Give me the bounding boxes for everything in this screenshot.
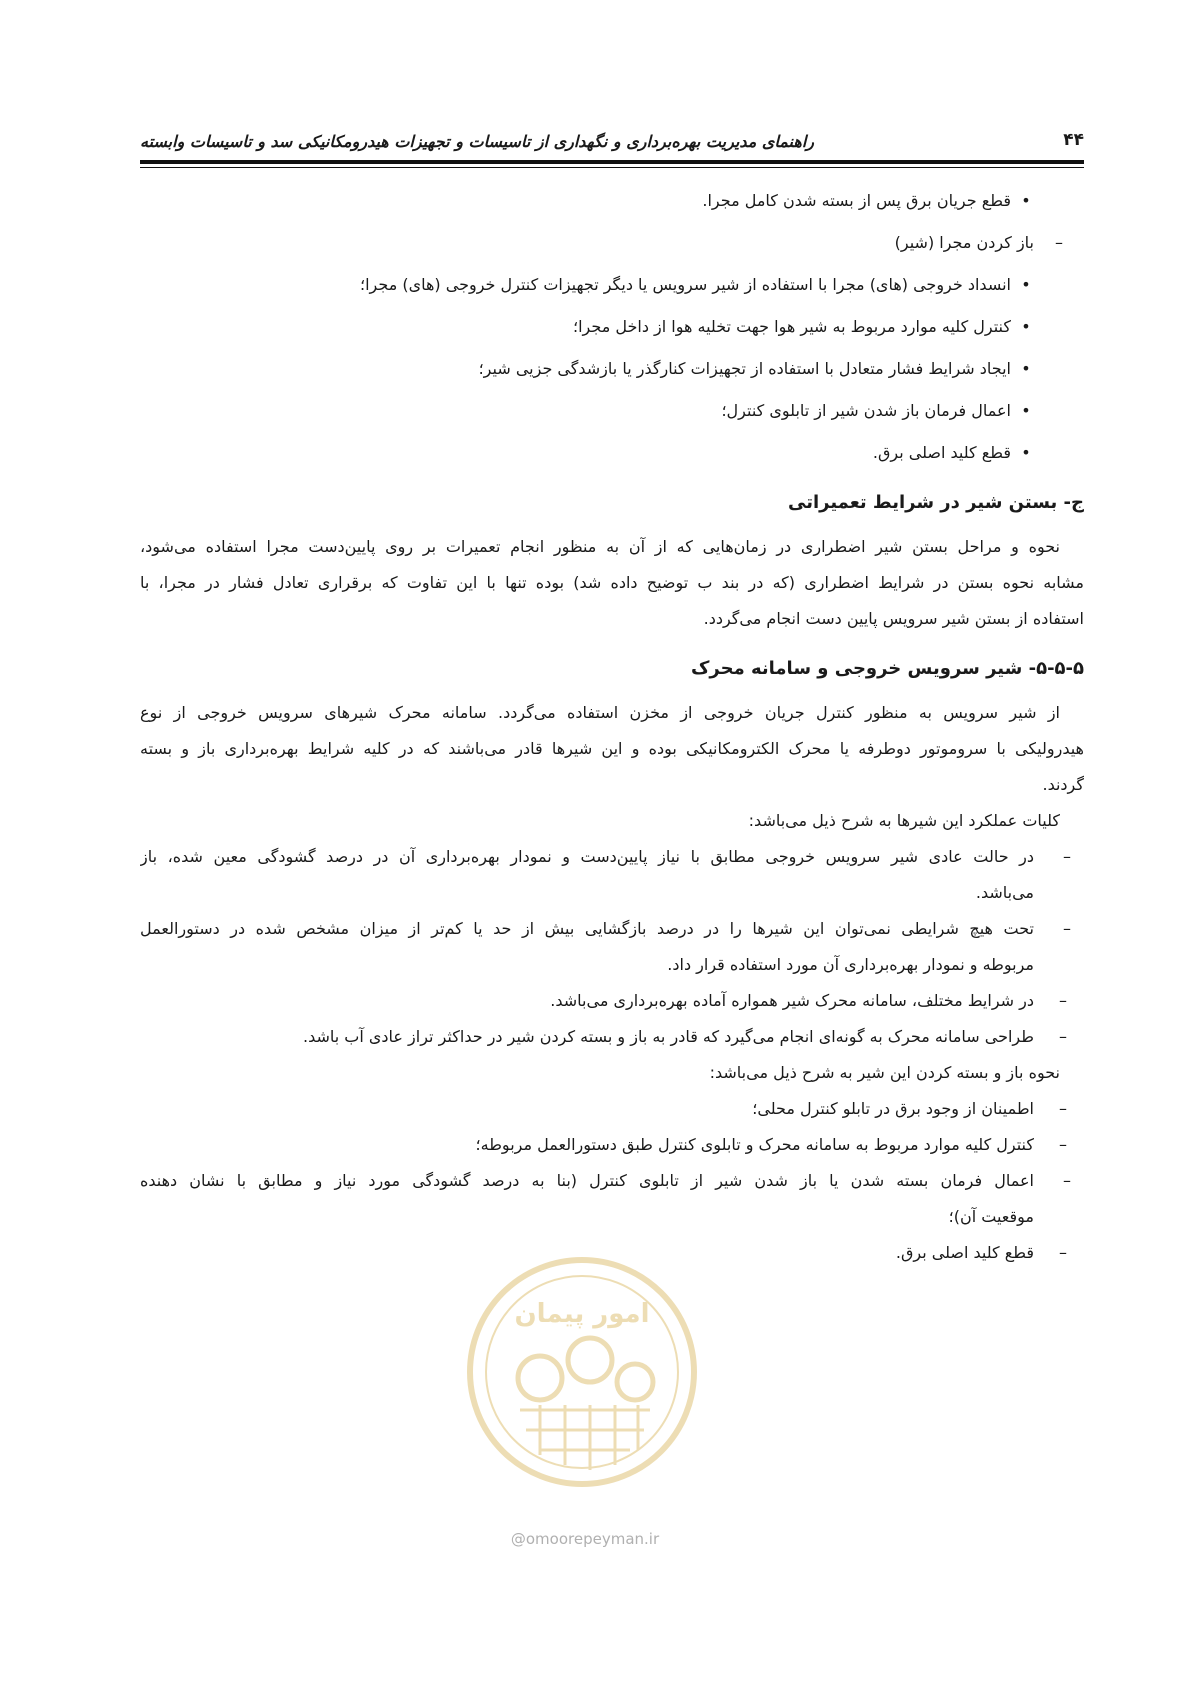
list-intro: نحوه باز و بسته کردن این شیر به شرح ذیل می‌باشد: — [709, 1063, 1060, 1082]
paragraph-line: نحوه و مراحل بستن شیر اضطراری در زمان‌هایی که از آن به منظور انجام تعمیرات بر روی پایین‌دست مجرا استفاده می‌شود، — [140, 537, 1060, 556]
paragraph-line: از شیر سرویس به منظور کنترل جریان خروجی از مخزن استفاده می‌گردد. سامانه محرک شیرهای سرویس خروجی از نوع — [140, 703, 1060, 722]
dash-list-item: – اعمال فرمان بسته شدن یا باز شدن شیر از تابلوی کنترل (بنا به درصد گشودگی مورد نیاز و مطابق با نشان دهنده — [140, 1163, 1084, 1199]
bullet-marker: • — [1021, 275, 1031, 294]
dash-list-item: – باز کردن مجرا (شیر) — [140, 225, 1084, 261]
dash-marker: – — [1059, 1243, 1067, 1262]
header-rule-thin — [140, 167, 1084, 168]
running-title: راهنمای مدیریت بهره‌برداری و نگهداری از تاسیسات و تجهیزات هیدرومکانیکی سد و تاسیسات وابسته — [140, 132, 814, 151]
dash-list-item: – طراحی سامانه محرک به گونه‌ای انجام می‌گیرد که قادر به باز و بسته کردن شیر در حداکثر تراز عادی آب باشد. — [140, 1019, 1084, 1055]
page-header — [140, 124, 1084, 158]
bullet-marker: • — [1021, 401, 1031, 420]
paragraph-line: استفاده از بستن شیر سرویس پایین دست انجام می‌گردد. — [703, 609, 1084, 628]
dash-list-item-continuation: موقعیت آن)؛ — [948, 1207, 1034, 1226]
bullet-marker: • — [1021, 317, 1031, 336]
dash-marker: – — [1059, 1027, 1067, 1046]
dash-marker: – — [1063, 1171, 1071, 1190]
bullet-marker: • — [1021, 191, 1031, 210]
page-number: ۴۴ — [1063, 130, 1084, 150]
dash-marker: – — [1063, 919, 1071, 938]
dash-marker: – — [1059, 991, 1067, 1010]
watermark-logo-icon — [460, 1250, 705, 1495]
dash-marker: – — [1055, 233, 1063, 252]
dash-list-item: – در شرایط مختلف، سامانه محرک شیر همواره آماده بهره‌برداری می‌باشد. — [140, 983, 1084, 1019]
dash-list-item: – در حالت عادی شیر سرویس خروجی مطابق با نیاز پایین‌دست و نمودار بهره‌برداری آن در درصد گشودگی معین شده، باز — [140, 839, 1084, 875]
bullet-marker: • — [1021, 443, 1031, 462]
dash-list-item: – تحت هیچ شرایطی نمی‌توان این شیرها را در درصد بازگشایی بیش از حد یا کم‌تر از میزان مشخص شده در دستورالعمل — [140, 911, 1084, 947]
watermark-url: @omoorepeyman.ir — [510, 1530, 660, 1548]
section-heading-5-5-5: ۵-۵-۵- شیر سرویس خروجی و سامانه محرک — [690, 658, 1084, 679]
list-item: • قطع کلید اصلی برق. — [140, 435, 1084, 471]
list-item: • کنترل کلیه موارد مربوط به شیر هوا جهت تخلیه هوا از داخل مجرا؛ — [140, 309, 1084, 345]
paragraph-line: مشابه نحوه بستن در شرایط اضطراری (که در بند ب توضیح داده شد) بوده تنها با این تفاوت که برقراری تعادل فشار در مجرا، با — [140, 573, 1084, 592]
paragraph-line: هیدرولیکی با سروموتور دوطرفه یا محرک الکترومکانیکی بوده و این شیرها قادر می‌باشند که در کلیه شرایط بهره‌برداری باز و بسته — [140, 739, 1084, 758]
dash-marker: – — [1059, 1099, 1067, 1118]
dash-list-item: – قطع کلید اصلی برق. — [140, 1235, 1084, 1271]
dash-marker: – — [1063, 847, 1071, 866]
bullet-marker: • — [1021, 359, 1031, 378]
watermark-logo-text: امور پیمان — [514, 1299, 650, 1329]
dash-list-item-continuation: می‌باشد. — [975, 883, 1034, 902]
dash-list-item: – کنترل کلیه موارد مربوط به سامانه محرک و تابلوی کنترل طبق دستورالعمل مربوطه؛ — [140, 1127, 1084, 1163]
dash-marker: – — [1059, 1135, 1067, 1154]
page-content — [140, 183, 1084, 1271]
list-item: • قطع جریان برق پس از بسته شدن کامل مجرا. — [140, 183, 1084, 219]
dash-list-item-continuation: مربوطه و نمودار بهره‌برداری آن مورد استفاده قرار داد. — [667, 955, 1034, 974]
dash-list-item: – اطمینان از وجود برق در تابلو کنترل محلی؛ — [140, 1091, 1084, 1127]
list-item: • ایجاد شرایط فشار متعادل با استفاده از تجهیزات کنارگذر یا بازشدگی جزیی شیر؛ — [140, 351, 1084, 387]
list-intro: کلیات عملکرد این شیرها به شرح ذیل می‌باشد: — [748, 811, 1060, 830]
list-item: • اعمال فرمان باز شدن شیر از تابلوی کنترل؛ — [140, 393, 1084, 429]
paragraph-line: گردند. — [1042, 775, 1084, 794]
section-heading-c: ج- بستن شیر در شرایط تعمیراتی — [787, 492, 1084, 513]
header-rule-thick — [140, 160, 1084, 164]
list-item: • انسداد خروجی (های) مجرا با استفاده از شیر سرویس یا دیگر تجهیزات کنترل خروجی (های) مجرا؛ — [140, 267, 1084, 303]
